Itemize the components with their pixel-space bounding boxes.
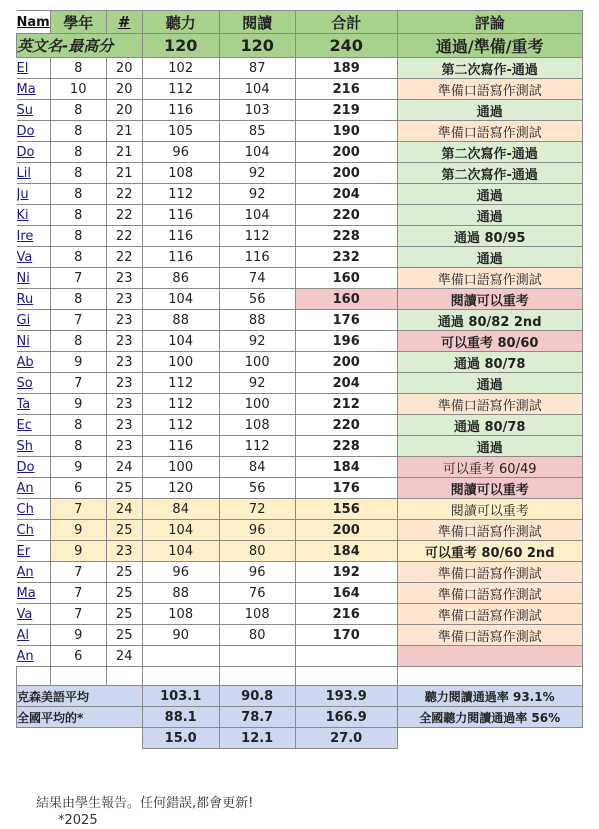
total-cell: 184 (295, 457, 397, 478)
number-cell: 24 (106, 499, 142, 520)
number-cell: 25 (106, 604, 142, 625)
comment-cell: 準備口語寫作測試 (397, 604, 582, 625)
listening-cell: 86 (142, 268, 219, 289)
listening-cell: 104 (142, 289, 219, 310)
listening-cell: 100 (142, 352, 219, 373)
listening-cell: 102 (142, 58, 219, 79)
student-row (17, 541, 583, 562)
listening-cell (142, 646, 219, 667)
header-grade: 學年 (50, 11, 106, 34)
grade-cell: 7 (50, 583, 106, 604)
reading-cell: 104 (219, 142, 295, 163)
comment-cell: 閱讀可以重考 (397, 499, 582, 520)
stats-reading: 90.8 (219, 686, 295, 707)
stats-row (17, 707, 583, 728)
comment-cell: 準備口語寫作測試 (397, 625, 582, 646)
listening-cell: 112 (142, 415, 219, 436)
total-cell: 164 (295, 583, 397, 604)
student-row (17, 331, 583, 352)
number-cell: 21 (106, 121, 142, 142)
total-cell: 192 (295, 562, 397, 583)
student-name-link[interactable]: Do (17, 142, 51, 163)
listening-cell: 116 (142, 226, 219, 247)
reading-cell: 72 (219, 499, 295, 520)
stats-label: 克森美語平均 (17, 686, 143, 707)
grade-cell: 9 (50, 625, 106, 646)
reading-cell: 116 (219, 247, 295, 268)
listening-cell: 88 (142, 583, 219, 604)
reading-cell: 104 (219, 79, 295, 100)
comment-cell: 通過 (397, 184, 582, 205)
student-row (17, 226, 583, 247)
number-cell: 25 (106, 583, 142, 604)
grade-cell: 8 (50, 184, 106, 205)
number-cell: 24 (106, 646, 142, 667)
spacer-cell (142, 667, 219, 686)
spacer-cell (397, 667, 582, 686)
student-name-link[interactable]: El (17, 58, 51, 79)
student-row (17, 646, 583, 667)
number-cell: 23 (106, 289, 142, 310)
number-cell: 23 (106, 541, 142, 562)
student-name-link[interactable]: An (17, 562, 51, 583)
listening-cell: 112 (142, 394, 219, 415)
comment-cell: 通過 80/95 (397, 226, 582, 247)
score-table (16, 10, 583, 749)
total-cell (295, 646, 397, 667)
comment-cell: 第二次寫作-通過 (397, 58, 582, 79)
max-reading: 120 (219, 34, 295, 58)
student-name-link[interactable]: Ma (17, 583, 51, 604)
grade-cell: 8 (50, 205, 106, 226)
student-row (17, 352, 583, 373)
listening-cell: 116 (142, 205, 219, 226)
stats-listening: 88.1 (142, 707, 219, 728)
number-cell: 23 (106, 331, 142, 352)
listening-cell: 108 (142, 163, 219, 184)
total-cell: 176 (295, 310, 397, 331)
total-cell: 196 (295, 331, 397, 352)
stats-row (17, 728, 583, 749)
student-row (17, 163, 583, 184)
reading-cell: 112 (219, 436, 295, 457)
stats-total: 193.9 (295, 686, 397, 707)
total-cell: 220 (295, 205, 397, 226)
student-row (17, 373, 583, 394)
student-name-link[interactable]: Ki (17, 205, 51, 226)
listening-cell: 112 (142, 184, 219, 205)
total-cell: 176 (295, 478, 397, 499)
total-cell: 200 (295, 163, 397, 184)
student-row (17, 121, 583, 142)
number-cell: 21 (106, 163, 142, 184)
number-cell: 20 (106, 58, 142, 79)
student-name-link[interactable]: Ch (17, 520, 51, 541)
grade-cell: 9 (50, 541, 106, 562)
spacer-cell (219, 667, 295, 686)
student-row (17, 499, 583, 520)
reading-cell: 96 (219, 520, 295, 541)
reading-cell: 88 (219, 310, 295, 331)
comment-cell: 通過 (397, 373, 582, 394)
total-cell: 200 (295, 520, 397, 541)
comment-cell: 閱讀可以重考 (397, 478, 582, 499)
grade-cell: 9 (50, 520, 106, 541)
grade-cell: 8 (50, 415, 106, 436)
number-cell: 23 (106, 373, 142, 394)
number-cell: 22 (106, 226, 142, 247)
student-name-link[interactable]: Do (17, 121, 51, 142)
student-name-link[interactable]: Ju (17, 184, 51, 205)
reading-cell (219, 646, 295, 667)
grade-cell: 8 (50, 331, 106, 352)
reading-cell: 87 (219, 58, 295, 79)
reading-cell: 92 (219, 163, 295, 184)
total-cell: 228 (295, 436, 397, 457)
student-row (17, 184, 583, 205)
reading-cell: 100 (219, 394, 295, 415)
header-comment: 評論 (397, 11, 582, 34)
stats-listening: 103.1 (142, 686, 219, 707)
stats-reading: 78.7 (219, 707, 295, 728)
student-name-link[interactable]: Ec (17, 415, 51, 436)
grade-cell: 8 (50, 100, 106, 121)
student-name-link[interactable]: Su (17, 100, 51, 121)
comment-cell: 可以重考 80/60 (397, 331, 582, 352)
number-cell: 23 (106, 352, 142, 373)
reading-cell: 56 (219, 289, 295, 310)
listening-cell: 112 (142, 373, 219, 394)
number-cell: 25 (106, 478, 142, 499)
student-name-link[interactable]: An (17, 646, 51, 667)
number-cell: 20 (106, 79, 142, 100)
header-number[interactable]: # (106, 11, 142, 34)
stats-comment: 聽力閱讀通過率 93.1% (397, 686, 582, 707)
grade-cell: 7 (50, 310, 106, 331)
reading-cell: 76 (219, 583, 295, 604)
student-name-link[interactable]: Ru (17, 289, 51, 310)
comment-cell: 準備口語寫作測試 (397, 268, 582, 289)
grade-cell: 9 (50, 352, 106, 373)
grade-cell: 8 (50, 289, 106, 310)
student-name-link[interactable]: An (17, 478, 51, 499)
student-name-link[interactable]: Ma (17, 79, 51, 100)
reading-cell: 103 (219, 100, 295, 121)
student-row (17, 394, 583, 415)
grade-cell: 8 (50, 226, 106, 247)
reading-cell: 80 (219, 625, 295, 646)
total-cell: 190 (295, 121, 397, 142)
listening-cell: 116 (142, 436, 219, 457)
student-name-link[interactable]: Ab (17, 352, 51, 373)
student-row (17, 289, 583, 310)
grade-cell: 10 (50, 79, 106, 100)
listening-cell: 116 (142, 100, 219, 121)
spacer-cell (17, 667, 51, 686)
comment-cell: 準備口語寫作測試 (397, 79, 582, 100)
total-cell: 216 (295, 79, 397, 100)
number-cell: 22 (106, 205, 142, 226)
comment-cell: 通過 80/82 2nd (397, 310, 582, 331)
student-row (17, 415, 583, 436)
grade-cell: 7 (50, 562, 106, 583)
comment-cell: 第二次寫作-通過 (397, 163, 582, 184)
student-row (17, 142, 583, 163)
student-row (17, 268, 583, 289)
grade-cell: 6 (50, 478, 106, 499)
student-name-link[interactable]: So (17, 373, 51, 394)
reading-cell: 80 (219, 541, 295, 562)
student-row (17, 562, 583, 583)
student-name-link[interactable]: Gi (17, 310, 51, 331)
student-row (17, 520, 583, 541)
student-name-link[interactable]: Ch (17, 499, 51, 520)
comment-cell: 準備口語寫作測試 (397, 562, 582, 583)
spacer-cell (50, 667, 106, 686)
max-comment: 通過/準備/重考 (397, 34, 582, 58)
max-score-row (17, 34, 583, 58)
header-reading: 閱讀 (219, 11, 295, 34)
reading-cell: 85 (219, 121, 295, 142)
comment-cell: 第二次寫作-通過 (397, 142, 582, 163)
stats-reading: 12.1 (219, 728, 295, 749)
student-name-link[interactable]: Ire (17, 226, 51, 247)
grade-cell: 9 (50, 394, 106, 415)
comment-cell: 準備口語寫作測試 (397, 121, 582, 142)
grade-cell: 7 (50, 604, 106, 625)
stats-comment: 全國聽力閱讀通過率 56% (397, 707, 582, 728)
comment-cell: 通過 (397, 436, 582, 457)
total-cell: 170 (295, 625, 397, 646)
comment-cell: 準備口語寫作測試 (397, 520, 582, 541)
listening-cell: 120 (142, 478, 219, 499)
max-label: 英文名-最高分 (17, 34, 143, 58)
spacer-row (17, 667, 583, 686)
reading-cell: 104 (219, 205, 295, 226)
number-cell: 20 (106, 100, 142, 121)
number-cell: 23 (106, 394, 142, 415)
number-cell: 23 (106, 415, 142, 436)
comment-cell: 通過 80/78 (397, 415, 582, 436)
listening-cell: 84 (142, 499, 219, 520)
grade-cell: 8 (50, 247, 106, 268)
number-cell: 25 (106, 520, 142, 541)
total-cell: 160 (295, 289, 397, 310)
number-cell: 22 (106, 184, 142, 205)
stats-total: 166.9 (295, 707, 397, 728)
comment-cell: 通過 80/78 (397, 352, 582, 373)
student-row (17, 310, 583, 331)
reading-cell: 100 (219, 352, 295, 373)
grade-cell: 8 (50, 142, 106, 163)
reading-cell: 74 (219, 268, 295, 289)
total-cell: 189 (295, 58, 397, 79)
listening-cell: 90 (142, 625, 219, 646)
spacer-cell (295, 667, 397, 686)
number-cell: 22 (106, 247, 142, 268)
comment-cell: 通過 (397, 205, 582, 226)
listening-cell: 88 (142, 310, 219, 331)
grade-cell: 8 (50, 58, 106, 79)
grade-cell: 6 (50, 646, 106, 667)
student-name-link[interactable]: Er (17, 541, 51, 562)
total-cell: 184 (295, 541, 397, 562)
comment-cell: 可以重考 60/49 (397, 457, 582, 478)
student-row (17, 457, 583, 478)
reading-cell: 108 (219, 604, 295, 625)
total-cell: 200 (295, 142, 397, 163)
grade-cell: 9 (50, 457, 106, 478)
grade-cell: 7 (50, 499, 106, 520)
number-cell: 23 (106, 310, 142, 331)
total-cell: 232 (295, 247, 397, 268)
student-row (17, 625, 583, 646)
grade-cell: 7 (50, 373, 106, 394)
grade-cell: 8 (50, 121, 106, 142)
student-name-link[interactable]: Al (17, 625, 51, 646)
student-name-link[interactable]: Lil (17, 163, 51, 184)
number-cell: 25 (106, 625, 142, 646)
listening-cell: 100 (142, 457, 219, 478)
student-name-link[interactable]: Do (17, 457, 51, 478)
footer-note: 結果由學生報告。任何錯誤,都會更新! (36, 796, 254, 811)
comment-cell: 準備口語寫作測試 (397, 394, 582, 415)
total-cell: 212 (295, 394, 397, 415)
listening-cell: 105 (142, 121, 219, 142)
student-name-link[interactable]: Sh (17, 436, 51, 457)
reading-cell: 56 (219, 478, 295, 499)
total-cell: 219 (295, 100, 397, 121)
reading-cell: 84 (219, 457, 295, 478)
total-cell: 204 (295, 373, 397, 394)
grade-cell: 7 (50, 268, 106, 289)
comment-cell: 可以重考 80/60 2nd (397, 541, 582, 562)
grade-cell: 8 (50, 436, 106, 457)
stats-row (17, 686, 583, 707)
max-total: 240 (295, 34, 397, 58)
total-cell: 200 (295, 352, 397, 373)
total-cell: 160 (295, 268, 397, 289)
total-cell: 156 (295, 499, 397, 520)
total-cell: 204 (295, 184, 397, 205)
stats-total: 27.0 (295, 728, 397, 749)
reading-cell: 96 (219, 562, 295, 583)
reading-cell: 92 (219, 373, 295, 394)
student-row (17, 583, 583, 604)
number-cell: 25 (106, 562, 142, 583)
reading-cell: 92 (219, 331, 295, 352)
reading-cell: 112 (219, 226, 295, 247)
student-name-link[interactable]: Ta (17, 394, 51, 415)
student-row (17, 79, 583, 100)
stats-label: 全國平均的* (17, 707, 143, 728)
listening-cell: 104 (142, 541, 219, 562)
header-listening: 聽力 (142, 11, 219, 34)
comment-cell: 通過 (397, 100, 582, 121)
total-cell: 220 (295, 415, 397, 436)
footer-year: *2025 (58, 813, 98, 828)
listening-cell: 116 (142, 247, 219, 268)
reading-cell: 108 (219, 415, 295, 436)
student-name-link[interactable]: Va (17, 604, 51, 625)
student-name-link[interactable]: Va (17, 247, 51, 268)
listening-cell: 112 (142, 79, 219, 100)
student-row (17, 58, 583, 79)
spacer-cell (106, 667, 142, 686)
listening-cell: 96 (142, 562, 219, 583)
student-name-link[interactable]: Ni (17, 268, 51, 289)
listening-cell: 104 (142, 331, 219, 352)
number-cell: 24 (106, 457, 142, 478)
stats-label (17, 728, 143, 749)
header-total: 合計 (295, 11, 397, 34)
student-row (17, 100, 583, 121)
listening-cell: 96 (142, 142, 219, 163)
max-listening: 120 (142, 34, 219, 58)
comment-cell: 通過 (397, 247, 582, 268)
comment-cell: 準備口語寫作測試 (397, 583, 582, 604)
listening-cell: 108 (142, 604, 219, 625)
stats-listening: 15.0 (142, 728, 219, 749)
reading-cell: 92 (219, 184, 295, 205)
comment-cell: 閱讀可以重考 (397, 289, 582, 310)
student-row (17, 436, 583, 457)
student-row (17, 478, 583, 499)
number-cell: 23 (106, 436, 142, 457)
student-row (17, 604, 583, 625)
comment-cell (397, 646, 582, 667)
header-name[interactable]: Nam (17, 11, 51, 34)
student-row (17, 247, 583, 268)
total-cell: 228 (295, 226, 397, 247)
student-row (17, 205, 583, 226)
number-cell: 23 (106, 268, 142, 289)
stats-comment (397, 728, 582, 749)
number-cell: 21 (106, 142, 142, 163)
student-name-link[interactable]: Ni (17, 331, 51, 352)
header-row (17, 11, 583, 34)
grade-cell: 8 (50, 163, 106, 184)
total-cell: 216 (295, 604, 397, 625)
listening-cell: 104 (142, 520, 219, 541)
